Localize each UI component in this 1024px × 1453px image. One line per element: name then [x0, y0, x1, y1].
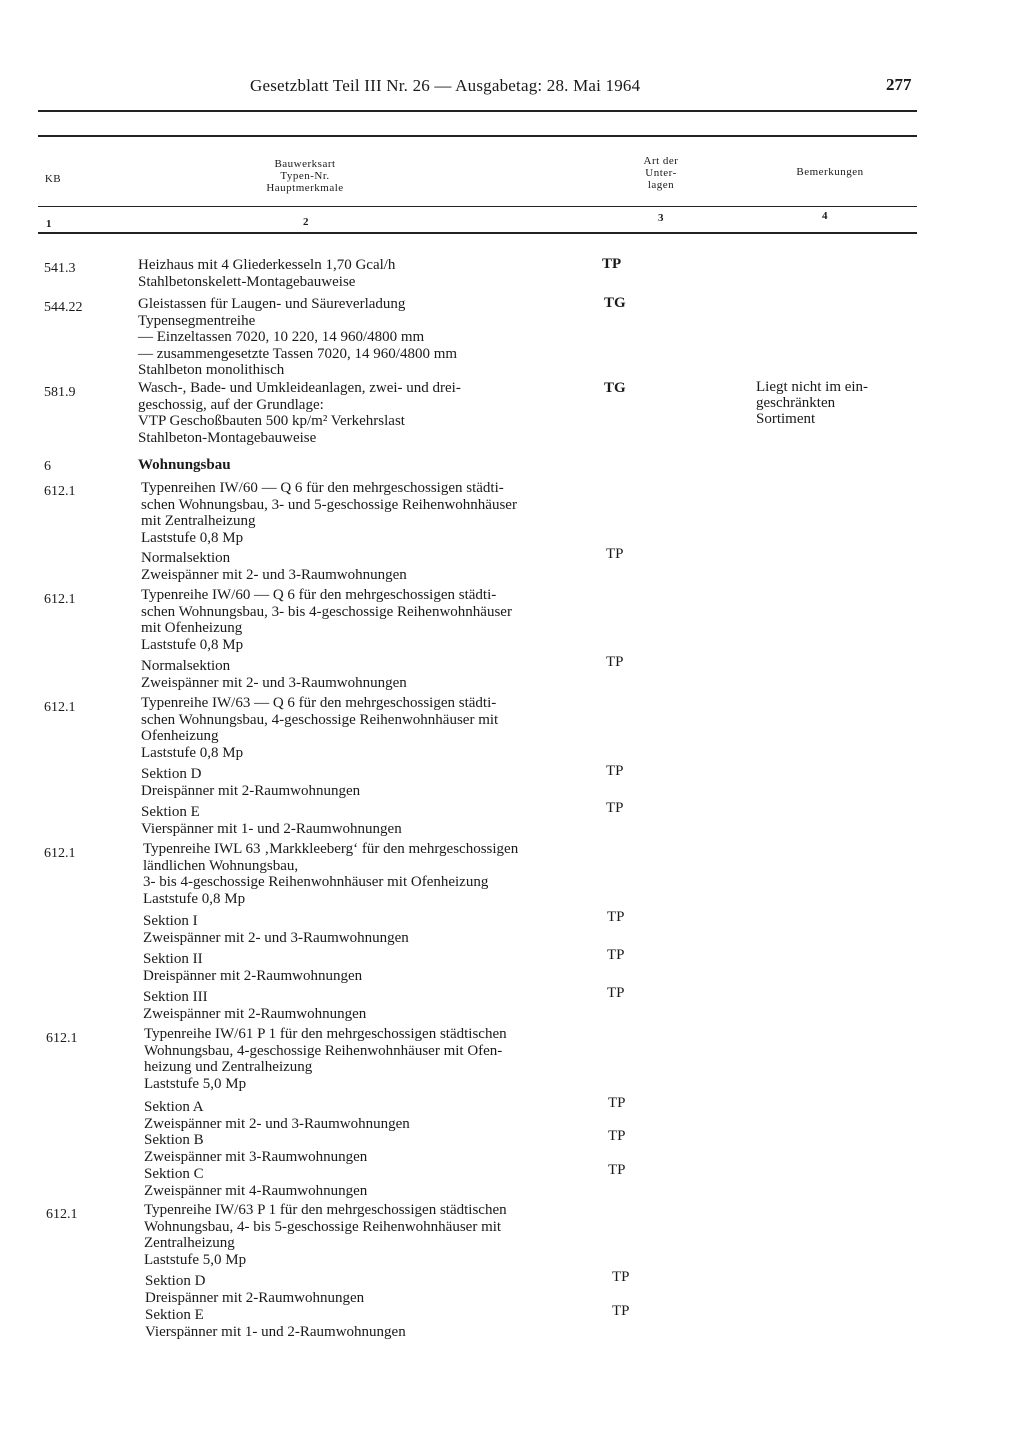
- entry-subsection: Normalsektion Zweispänner mit 2- und 3-Raumwohnungen: [141, 658, 407, 691]
- column-header-art: Art der Unter- lagen: [643, 155, 679, 191]
- document-type: TP: [608, 1162, 626, 1178]
- entry-description: Typenreihe IW/63 — Q 6 für den mehrgeschossigen städti- schen Wohnungsbau, 4-geschossige Reihenwohnhäuser mit Ofenheizung Laststufe 0,8 Mp: [141, 695, 499, 761]
- kb-number: 612.1: [46, 1207, 78, 1222]
- kb-number: 612.1: [46, 1031, 78, 1046]
- page-header-title: Gesetzblatt Teil III Nr. 26 — Ausgabetag: 28. Mai 1964: [250, 76, 641, 95]
- kb-number: 612.1: [44, 484, 76, 499]
- column-header-kb: KB: [44, 173, 62, 185]
- header-bottom-rule: [38, 232, 917, 234]
- document-type: TP: [612, 1269, 630, 1285]
- entry-description: Typenreihe IW/60 — Q 6 für den mehrgeschossigen städti- schen Wohnungsbau, 3- bis 4-geschossige Reihenwohnhäuser mit Ofenheizung Laststufe 0,8 Mp: [141, 587, 512, 653]
- entry-subsection: Sektion B Zweispänner mit 3-Raumwohnungen: [144, 1132, 368, 1165]
- kb-number: 581.9: [44, 385, 76, 400]
- column-header-bemerkungen: Bemerkungen: [796, 166, 864, 178]
- entry-description: Typenreihe IWL 63 ‚Markkleeberg‘ für den mehrgeschossigen ländlichen Wohnungsbau, 3- bis 4-geschossige Reihenwohnhäuser mit Ofenheizung Laststufe 0,8 Mp: [143, 841, 519, 907]
- entry-subsection: Sektion E Vierspänner mit 1- und 2-Raumwohnungen: [145, 1307, 406, 1340]
- entry-subsection: Sektion A Zweispänner mit 2- und 3-Raumwohnungen: [144, 1099, 410, 1132]
- header-rule: [38, 110, 917, 112]
- document-type: TP: [607, 985, 625, 1001]
- entry-subsection: Sektion D Dreispänner mit 2-Raumwohnungen: [145, 1273, 365, 1306]
- entry-subsection: Sektion C Zweispänner mit 4-Raumwohnungen: [144, 1166, 368, 1199]
- column-number-2: 2: [303, 216, 309, 228]
- column-number-1: 1: [46, 218, 52, 230]
- remark: Liegt nicht im ein- geschränkten Sortiment: [756, 379, 869, 427]
- document-type: TP: [607, 947, 625, 963]
- kb-number: 541.3: [44, 261, 76, 276]
- column-header-bauwerksart: Bauwerksart Typen-Nr. Hauptmerkmale: [266, 158, 344, 194]
- entry-subsection: Sektion E Vierspänner mit 1- und 2-Raumwohnungen: [141, 804, 402, 837]
- section-number: 6: [44, 459, 51, 474]
- header-mid-rule: [38, 206, 917, 207]
- kb-number: 544.22: [44, 300, 83, 315]
- document-type: TP: [612, 1303, 630, 1319]
- entry-description: Heizhaus mit 4 Gliederkesseln 1,70 Gcal/h Stahlbetonskelett-Montagebauweise: [138, 257, 396, 290]
- entry-description: Typenreihe IW/61 P 1 für den mehrgeschossigen städtischen Wohnungsbau, 4-geschossige Reihenwohnhäuser mit Ofen- heizung und Zentralheizung Laststufe 5,0 Mp: [144, 1026, 507, 1092]
- document-type: TP: [607, 909, 625, 925]
- entry-description: Gleistassen für Laugen- und Säureverladung Typensegmentreihe — Einzeltassen 7020, 10 220, 14 960/4800 mm — zusammengesetzte Tassen 7020, 14 960/4800 mm Stahlbeton monolithisch: [138, 296, 458, 378]
- section-title: Wohnungsbau: [138, 457, 231, 473]
- kb-number: 612.1: [44, 846, 76, 861]
- document-type: TP: [606, 763, 624, 779]
- document-type: TP: [606, 800, 624, 816]
- entry-description: Typenreihe IW/63 P 1 für den mehrgeschossigen städtischen Wohnungsbau, 4- bis 5-geschossige Reihenwohnhäuser mit Zentralheizung Laststufe 5,0 Mp: [144, 1202, 507, 1268]
- document-type: TP: [602, 256, 622, 272]
- page-number: 277: [886, 75, 912, 94]
- document-type: TP: [608, 1095, 626, 1111]
- document-type: TP: [608, 1128, 626, 1144]
- entry-subsection: Sektion III Zweispänner mit 2-Raumwohnungen: [143, 989, 367, 1022]
- column-number-4: 4: [822, 210, 828, 222]
- entry-description: Typenreihen IW/60 — Q 6 für den mehrgeschossigen städti- schen Wohnungsbau, 3- und 5-geschossige Reihenwohnhäuser mit Zentralheizung Laststufe 0,8 Mp: [141, 480, 517, 546]
- column-number-3: 3: [658, 212, 664, 224]
- kb-number: 612.1: [44, 592, 76, 607]
- entry-description: Wasch-, Bade- und Umkleideanlagen, zwei- und drei- geschossig, auf der Grundlage: VTP Geschoßbauten 500 kp/m² Verkehrslast Stahlbeton-Montagebauweise: [138, 380, 461, 446]
- document-type: TG: [604, 295, 626, 311]
- kb-number: 612.1: [44, 700, 76, 715]
- entry-subsection: Sektion II Dreispänner mit 2-Raumwohnungen: [143, 951, 363, 984]
- document-type: TP: [606, 654, 624, 670]
- document-type: TP: [606, 546, 624, 562]
- entry-subsection: Sektion I Zweispänner mit 2- und 3-Raumwohnungen: [143, 913, 409, 946]
- document-type: TG: [604, 380, 626, 396]
- entry-subsection: Sektion D Dreispänner mit 2-Raumwohnungen: [141, 766, 361, 799]
- entry-subsection: Normalsektion Zweispänner mit 2- und 3-Raumwohnungen: [141, 550, 407, 583]
- table-top-rule: [38, 135, 917, 137]
